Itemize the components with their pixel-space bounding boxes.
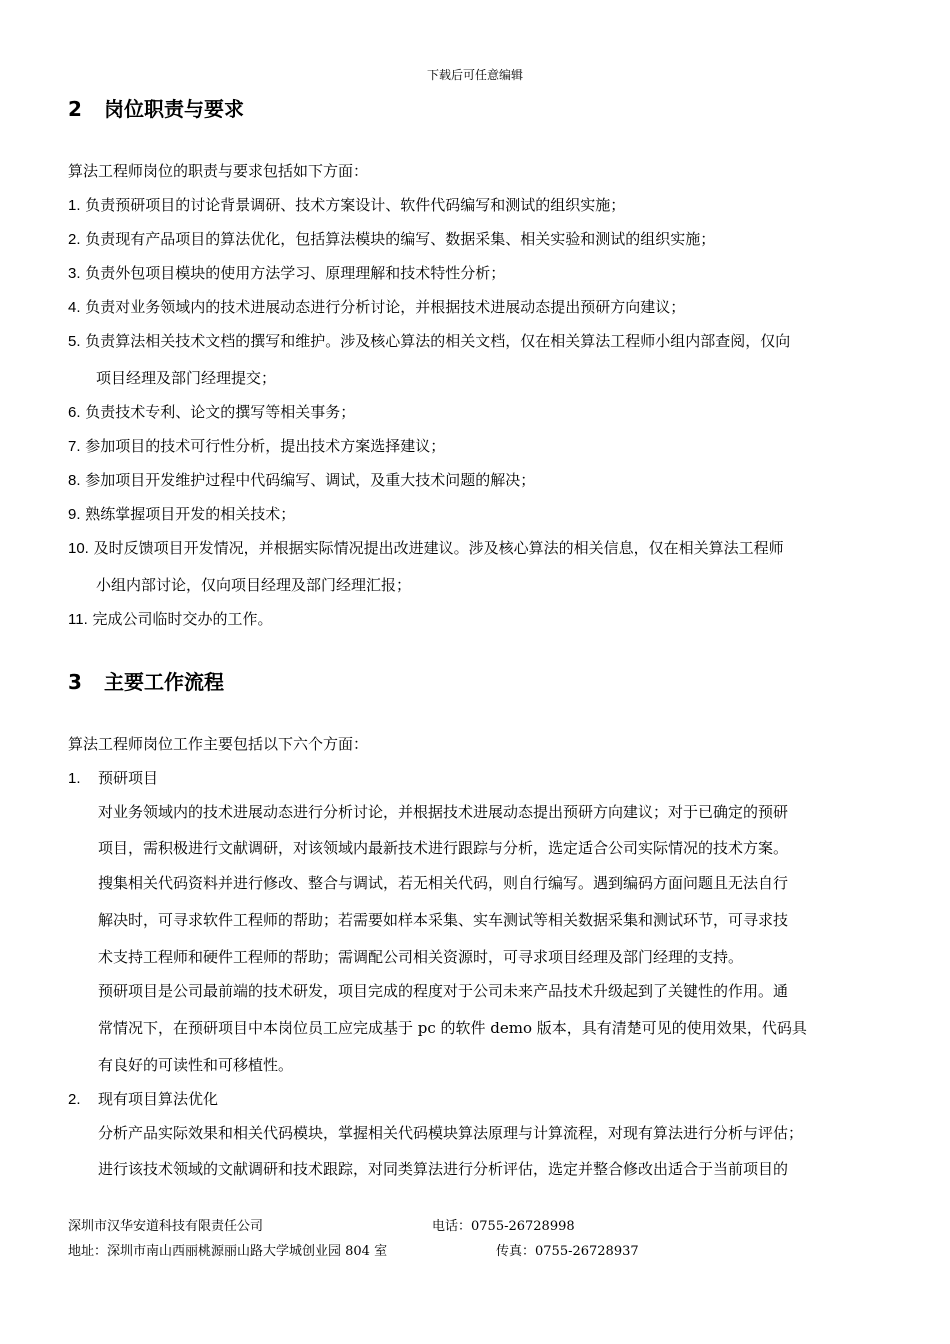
duty-item: 3. 负责外包项目模块的使用方法学习、原理理解和技术特性分析； [68, 264, 506, 282]
subsection-1-line: 预研项目是公司最前端的技术研发，项目完成的程度对于公司未来产品技术升级起到了关键性的作用。通 [98, 982, 789, 1000]
section-2-heading [68, 93, 244, 122]
duty-item: 8. 参加项目开发维护过程中代码编写、调试，及重大技术问题的解决； [68, 471, 536, 489]
section-3-title: 主要工作流程 [104, 670, 224, 694]
section-3-heading [68, 666, 224, 695]
subsection-1-line: 项目，需积极进行文献调研，对该领域内最新技术进行跟踪与分析，选定适合公司实际情况的技术方案。 [98, 839, 789, 857]
footer-fax: 传真：0755-26728937 [496, 1244, 639, 1259]
subsection-2-line: 进行该技术领域的文献调研和技术跟踪，对同类算法进行分析评估，选定并整合修改出适合于当前项目的 [98, 1160, 789, 1178]
duty-item: 9. 熟练掌握项目开发的相关技术； [68, 505, 296, 523]
duty-item: 10. 及时反馈项目开发情况，并根据实际情况提出改进建议。涉及核心算法的相关信息，仅在相关算法工程师 [68, 539, 784, 557]
duty-item: 4. 负责对业务领域内的技术进展动态进行分析讨论，并根据技术进展动态提出预研方向建议； [68, 298, 686, 316]
duty-item-continuation: 小组内部讨论，仅向项目经理及部门经理汇报； [96, 576, 412, 594]
section-2-intro: 算法工程师岗位的职责与要求包括如下方面： [68, 162, 369, 180]
page-header-note: 下载后可任意编辑 [426, 68, 523, 82]
section-2-number: 2 [68, 97, 82, 121]
section-3-intro: 算法工程师岗位工作主要包括以下六个方面： [68, 735, 369, 753]
duty-item: 5. 负责算法相关技术文档的撰写和维护。涉及核心算法的相关文档，仅在相关算法工程师小组内部查阅，仅向 [68, 332, 791, 350]
duty-item: 1. 负责预研项目的讨论背景调研、技术方案设计、软件代码编写和测试的组织实施； [68, 196, 626, 214]
section-3-number: 3 [68, 670, 82, 694]
subsection-2-line: 分析产品实际效果和相关代码模块，掌握相关代码模块算法原理与计算流程，对现有算法进行分析与评估； [98, 1124, 804, 1142]
subsection-1-line: 解决时，可寻求软件工程师的帮助；若需要如样本采集、实车测试等相关数据采集和测试环节，可寻求技 [98, 911, 789, 929]
subsection-1-line: 对业务领域内的技术进展动态进行分析讨论，并根据技术进展动态提出预研方向建议；对于已确定的预研 [98, 803, 789, 821]
footer-phone: 电话：0755-26728998 [432, 1219, 575, 1234]
duty-item: 7. 参加项目的技术可行性分析，提出技术方案选择建议； [68, 437, 446, 455]
section-2-title: 岗位职责与要求 [104, 97, 244, 121]
duty-item-continuation: 项目经理及部门经理提交； [96, 369, 277, 387]
footer-address: 地址：深圳市南山西丽桃源丽山路大学城创业园 804 室 [68, 1244, 388, 1259]
duty-item: 6. 负责技术专利、论文的撰写等相关事务； [68, 403, 356, 421]
subsection-1-line: 搜集相关代码资料并进行修改、整合与调试，若无相关代码，则自行编写。遇到编码方面问题且无法自行 [98, 874, 789, 892]
subsection-1-heading: 1. 预研项目 [68, 769, 159, 787]
subsection-1-line: 有良好的可读性和可移植性。 [98, 1056, 294, 1074]
footer-company: 深圳市汉华安道科技有限责任公司 [68, 1219, 264, 1234]
subsection-2-heading: 2. 现有项目算法优化 [68, 1090, 219, 1108]
duty-item: 2. 负责现有产品项目的算法优化，包括算法模块的编写、数据采集、相关实验和测试的组织实施； [68, 230, 716, 248]
duty-item: 11. 完成公司临时交办的工作。 [68, 610, 273, 628]
subsection-1-line: 常情况下，在预研项目中本岗位员工应完成基于 pc 的软件 demo 版本，具有清楚可见的使用效果，代码具 [98, 1019, 807, 1037]
subsection-1-line: 术支持工程师和硬件工程师的帮助；需调配公司相关资源时，可寻求项目经理及部门经理的支持。 [98, 948, 744, 966]
